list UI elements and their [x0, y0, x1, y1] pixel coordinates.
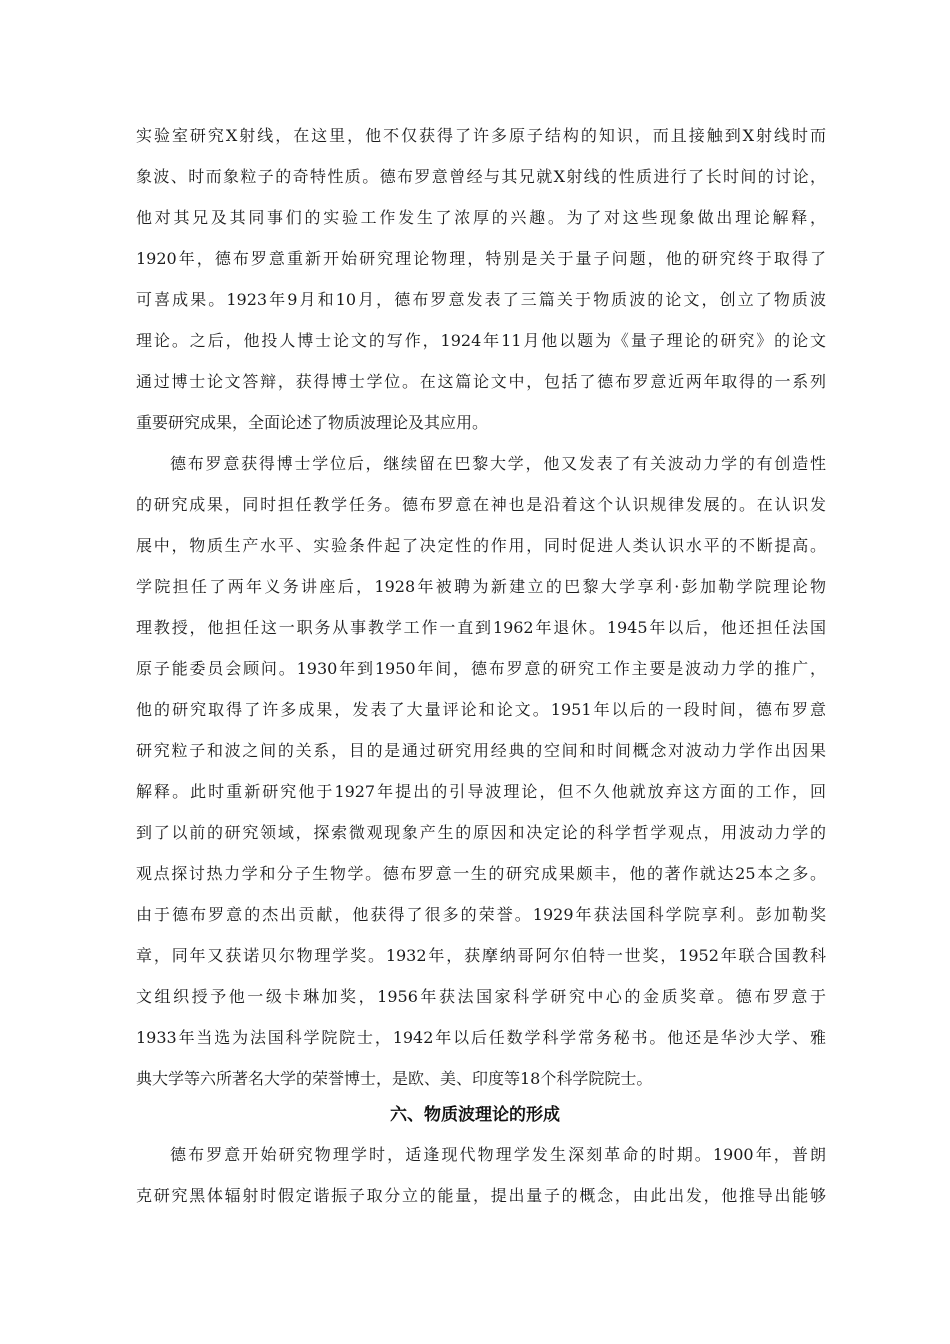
text-line: 文组织授予他一级卡琳加奖，1956年获法国家科学研究中心的金质奖章。德布罗意于	[136, 987, 826, 1006]
text-line: 1920年，德布罗意重新开始研究理论物理，特别是关于量子问题，他的研究终于取得了	[136, 249, 826, 268]
text-line: 展中，物质生产水平、实验条件起了决定性的作用，同时促进人类认识水平的不断提高。	[136, 536, 826, 555]
text-line: 德布罗意开始研究物理学时，适逢现代物理学发生深刻革命的时期。1900年，普朗	[170, 1145, 826, 1164]
text-line: 典大学等六所著名大学的荣誉博士，是欧、美、印度等18个科学院院士。	[136, 1069, 653, 1088]
text-line: 他对其兄及其同事们的实验工作发生了浓厚的兴趣。为了对这些现象做出理论解释，	[136, 208, 826, 227]
text-line: 1933年当选为法国科学院院士，1942年以后任数学科学常务秘书。他还是华沙大学、雅	[136, 1028, 826, 1047]
text-line: 到了以前的研究领域，探索微观现象产生的原因和决定论的科学哲学观点，用波动力学的	[136, 823, 826, 842]
text-line: 由于德布罗意的杰出贡献，他获得了很多的荣誉。1929年获法国科学院享利。彭加勒奖	[136, 905, 826, 924]
text-line: 克研究黑体辐射时假定谐振子取分立的能量，提出量子的概念，由此出发，他推导出能够	[136, 1186, 826, 1205]
text-line: 理论。之后，他投人博士论文的写作，1924年11月他以题为《量子理论的研究》的论文	[136, 331, 826, 350]
text-line: 通过博士论文答辩，获得博士学位。在这篇论文中，包括了德布罗意近两年取得的一系列	[136, 372, 826, 391]
text-line: 章，同年又获诺贝尔物理学奖。1932年，获摩纳哥阿尔伯特一世奖，1952年联合国教科	[136, 946, 826, 965]
section-heading: 六、物质波理论的形成	[390, 1105, 560, 1125]
text-line: 观点探讨热力学和分子生物学。德布罗意一生的研究成果颇丰，他的著作就达25本之多。	[136, 864, 826, 883]
text-line: 实验室研究X射线，在这里，他不仅获得了许多原子结构的知识，而且接触到X射线时而	[136, 126, 826, 145]
text-line: 德布罗意获得博士学位后，继续留在巴黎大学，他又发表了有关波动力学的有创造性	[170, 454, 826, 473]
text-line: 解释。此时重新研究他于1927年提出的引导波理论，但不久他就放弃这方面的工作，回	[136, 782, 826, 801]
text-line: 象波、时而象粒子的奇特性质。德布罗意曾经与其兄就X射线的性质进行了长时间的讨论，	[136, 167, 826, 186]
text-line: 理教授，他担任这一职务从事教学工作一直到1962年退休。1945年以后，他还担任法国	[136, 618, 826, 637]
text-line: 他的研究取得了许多成果，发表了大量评论和论文。1951年以后的一段时间，德布罗意	[136, 700, 826, 719]
text-line: 研究粒子和波之间的关系，目的是通过研究用经典的空间和时间概念对波动力学作出因果	[136, 741, 826, 760]
text-line: 的研究成果，同时担任教学任务。德布罗意在神也是沿着这个认识规律发展的。在认识发	[136, 495, 826, 514]
text-line: 学院担任了两年义务讲座后，1928年被聘为新建立的巴黎大学享利·彭加勒学院理论物	[136, 577, 826, 596]
text-line: 原子能委员会顾问。1930年到1950年间，德布罗意的研究工作主要是波动力学的推广，	[136, 659, 826, 678]
text-line: 重要研究成果，全面论述了物质波理论及其应用。	[136, 413, 489, 432]
text-line: 可喜成果。1923年9月和10月，德布罗意发表了三篇关于物质波的论文，创立了物质波	[136, 290, 826, 309]
